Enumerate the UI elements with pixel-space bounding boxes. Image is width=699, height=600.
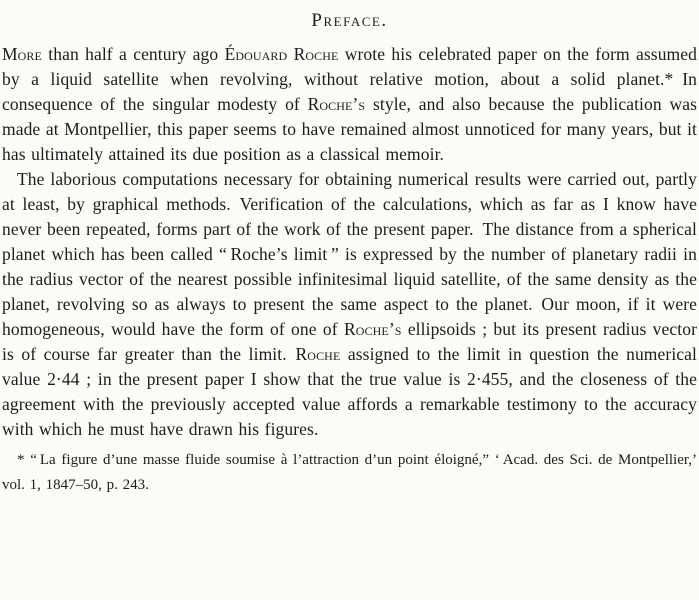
footnote-marker: * [17, 452, 25, 468]
text-segment: assigned to the limit in question the numerical value 2·44 ; in the present paper I show that the true value is 2·455, and the closeness of the agreement with the previously accepted value affords a remarkable testimony to the accuracy with which he must have drawn his figures. [2, 344, 697, 439]
text-segment: Édouard Roche [224, 44, 339, 64]
preface-paragraph-opening [2, 42, 697, 167]
text-segment: than half a century ago [41, 44, 225, 64]
preface-paragraph-computations [2, 167, 697, 442]
footnote [2, 448, 697, 498]
text-segment: Roche’s [307, 94, 366, 114]
text-segment: Roche’s [343, 319, 402, 339]
text-segment: More [2, 44, 42, 64]
page-title: Preface. [311, 10, 388, 31]
text-segment: Roche [295, 344, 341, 364]
text-segment: wrote his celebrated paper on the form assumed by a liquid satellite when revolving, without relative motion, about a solid planet.* In consequence of the singular modesty of [2, 44, 697, 114]
text-segment: ellipsoids ; but its present radius vector is of course far greater than the limit. [2, 319, 697, 364]
footnote-text: “ La figure d’une masse fluide soumise à l’attraction d’un point éloigné,” ‘ Acad. des Sci. de Montpellier,’ vol. 1, 1847–50, p. 243. [2, 452, 697, 493]
text-segment: style, and also because the publication was made at Montpellier, this paper seems to have remained almost unnoticed for many years, but it has ultimately attained its due position as a classical memoir. [2, 94, 697, 164]
text-segment: The laborious computations necessary for obtaining numerical results were carried out, partly at least, by graphical methods. Verification of the calculations, which as far as I know have never been repeated, forms part of the work of the present paper. The distance from a spherical planet which has been called “ Roche’s limit ” is expressed by the number of planetary radii in the radius vector of the nearest possible infinitesimal liquid satellite, of the same density as the planet, revolving so as always to present the same aspect to the planet. Our moon, if it were homogeneous, would have the form of one of [2, 169, 697, 339]
